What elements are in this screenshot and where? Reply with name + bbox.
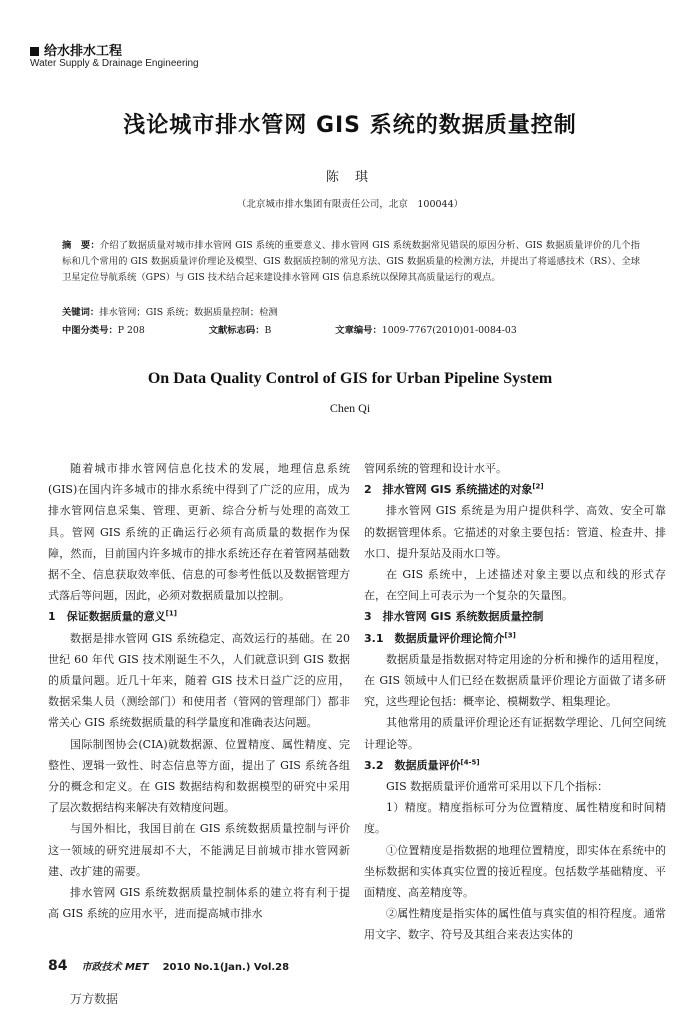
paragraph: 数据质量是指数据对特定用途的分析和操作的适用程度，在 GIS 领域中人们已经在数据质量评价理论方面做了诸多研究，这些理论包括：概率论、模糊数学、粗集理论。	[364, 652, 666, 709]
body-right-column	[364, 458, 666, 946]
page-footer	[48, 958, 289, 974]
journal-section-cn: 给水排水工程	[30, 40, 122, 59]
watermark: 万方数据	[70, 992, 119, 1006]
paragraph: 1）精度。精度指标可分为位置精度、属性精度和时间精度。	[364, 801, 666, 836]
issue-info: 2010 No.1(Jan.) Vol.28	[162, 962, 290, 973]
citation-ref: [1]	[165, 609, 177, 618]
paragraph: 其他常用的质量评价理论还有证据数学理论、几何空间统计理论等。	[364, 716, 666, 751]
abstract-text: 介绍了数据质量对城市排水管网 GIS 系统的重要意义、排水管网 GIS 系统数据常见错误的原因分析、GIS 数据质量评价的几个指标和几个常用的 GIS 数据质量评价理论及模型、GIS 数据质控制的常见方法、GIS 数据质量的检测方法，并提出了将遥感技术（RS）、全球卫星定位导航系统（GPS）与 GIS 技术结合起来建设排水管网 GIS 信息系统以保障其高质量运行的观点。	[62, 240, 640, 283]
paragraph: 排水管网 GIS 系统是为用户提供科学、高效、安全可靠的数据管理体系。它描述的对象主要包括：管道、检查井、排水口、提升泵站及雨水口等。	[364, 504, 666, 560]
keywords-text: 排水管网；GIS 系统；数据质量控制；检测	[99, 307, 278, 318]
journal-logo: 市政技术 MET	[81, 962, 149, 973]
paragraph: ②属性精度是指实体的属性值与真实值的相符程度。通常用文字、数字、符号及其组合来表达实体的	[364, 907, 666, 942]
paper-title-cn: 浅论城市排水管网 GIS 系统的数据质量控制	[123, 113, 577, 138]
abstract	[62, 238, 640, 286]
section-square-icon	[30, 47, 39, 56]
keywords-label: 关键词：	[62, 307, 100, 318]
article-value: 1009-7767(2010)01-0084-03	[381, 325, 517, 336]
section-heading: 2 排水管网 GIS 系统描述的对象[2]	[364, 482, 544, 497]
paragraph: ①位置精度是指数据的地理位置精度，即实体在系统中的坐标数据和实体真实位置的接近程度。包括数学基础精度、平面精度、高差精度等。	[364, 843, 666, 900]
paragraph: 数据是排水管网 GIS 系统稳定、高效运行的基础。在 20 世纪 60 年代 GIS 技术刚诞生不久，人们就意识到 GIS 数据的质量问题。近几十年来，随着 GIS 技术日益广泛的应用，数据采集人员（测绘部门）和使用者（管网的管理部门）都非常关心 GIS 系统数据质量的科学量度和准确表达问题。	[48, 631, 350, 730]
doc-label: 文献标志码：	[208, 325, 265, 336]
doc-value: B	[264, 325, 272, 336]
citation-ref: [3]	[504, 630, 516, 639]
citation-ref: [4-5]	[460, 758, 480, 767]
paragraph: 管网系统的管理和设计水平。	[364, 462, 507, 475]
article-label: 文章编号：	[335, 325, 382, 336]
classification-line	[62, 322, 640, 336]
subsection-heading: 3.2 数据质量评价[4-5]	[364, 758, 480, 772]
clc-label: 中图分类号：	[62, 325, 118, 336]
paragraph: 随着城市排水管网信息化技术的发展，地理信息系统(GIS)在国内许多城市的排水系统中得到了广泛的应用，成为排水管网信息采集、管理、更新、综合分析与处理的高效工具。管网 GIS 系统的正确运行必须有高质量的数据作为保障，然而，目前国内许多城市的排水系统还存在着管网基础数据不全、信息获取效率低、信息的可参考性低以及数据管理方式落后等问题，因此，必须对数据质量加以控制。	[48, 462, 350, 603]
section-heading: 3 排水管网 GIS 系统数据质量控制	[364, 610, 544, 624]
abstract-label: 摘 要：	[62, 240, 100, 251]
paper-title-en: On Data Quality Control of GIS for Urban Pipeline System	[147, 370, 553, 387]
paragraph: 国际制图协会(CIA)就数据源、位置精度、属性精度、完整性、逻辑一致性、时态信息等方面，提出了 GIS 系统各组分的概念和定义。在 GIS 数据结构和数据模型的研究中采用了层次数据结构来解决有效精度问题。	[48, 737, 350, 815]
author-en: Chen Qi	[329, 401, 371, 415]
body-left-column	[48, 458, 350, 924]
journal-section-en: Water Supply & Drainage Engineering	[30, 58, 199, 69]
clc-value: P 208	[117, 325, 145, 336]
citation-ref: [2]	[532, 482, 544, 491]
paragraph: 与国外相比，我国目前在 GIS 系统数据质量控制与评价这一领域的研究进展却不大，不能满足目前城市排水管网新建、改扩建的需要。	[48, 822, 350, 878]
subsection-heading: 3.1 数据质量评价理论简介[3]	[364, 630, 516, 645]
paragraph: 在 GIS 系统中，上述描述对象主要以点和线的形式存在，在空间上可表示为一个复杂的矢量图。	[364, 568, 666, 603]
affiliation: （北京城市排水集团有限责任公司，北京 100044）	[236, 199, 464, 210]
section-heading: 1 保证数据质量的意义[1]	[48, 609, 177, 624]
keywords	[62, 304, 640, 318]
author-cn: 陈 琪	[325, 170, 375, 185]
page-number: 84	[48, 958, 68, 974]
paragraph: GIS 数据质量评价通常可采用以下几个指标：	[386, 780, 609, 794]
paragraph: 排水管网 GIS 系统数据质量控制体系的建立将有利于提高 GIS 系统的应用水平，进而提高城市排水	[48, 886, 350, 921]
